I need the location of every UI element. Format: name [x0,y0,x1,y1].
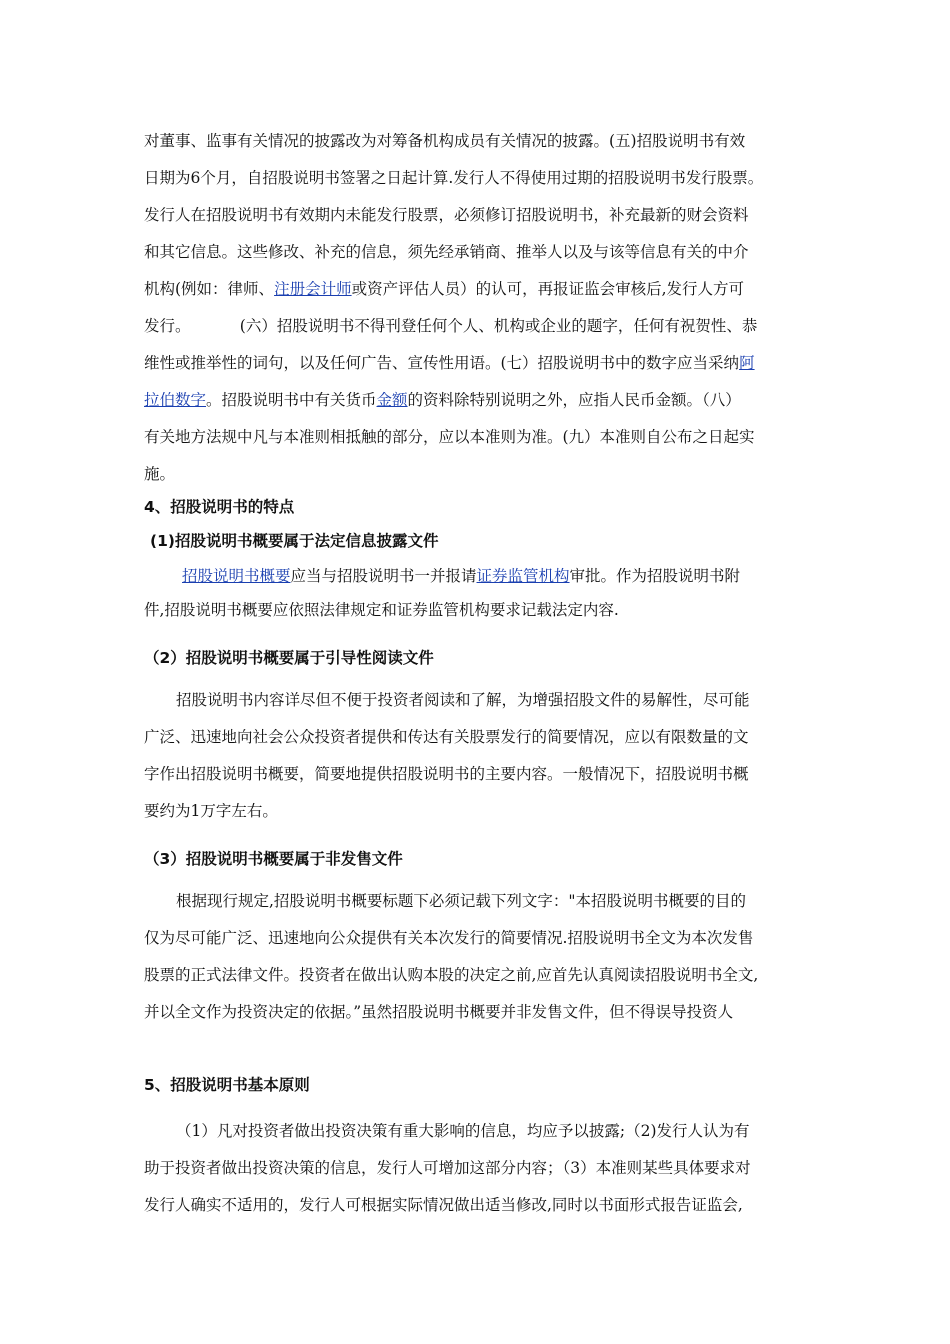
text-line: 和其它信息。这些修改、补充的信息，须先经承销商、推举人以及与该等信息有关的中介 [144,243,749,261]
link-cpa[interactable]: 注册会计师 [274,280,352,298]
text-line: 根据现行规定,招股说明书概要标题下必须记载下列文字："本招股说明书概要的目的 [176,892,747,910]
text-run: 机构(例如：律师、 [144,280,275,298]
text-run: 应当与招股说明书一并报请 [290,567,477,585]
link-arabic-numerals-part2[interactable]: 拉伯数字 [144,391,207,409]
text-line: 股票的正式法律文件。投资者在做出认购本股的决定之前,应首先认真阅读招股说明书全文, [144,966,759,984]
text-line: 发行。 (六）招股说明书不得刊登任何个人、机构或企业的题字，任何有祝贺性、恭 [144,317,758,335]
text-line: 对董事、监事有关情况的披露改为对筹备机构成员有关情况的披露。(五)招股说明书有效 [144,132,746,150]
text-run: 维性或推举性的词句，以及任何广告、宣传性用语。(七）招股说明书中的数字应当采纳 [144,354,740,372]
text-line: 招股说明书内容详尽但不便于投资者阅读和了解，为增强招股文件的易解性，尽可能 [176,691,750,709]
section-heading-5: 5、招股说明书基本原则 [144,1076,310,1094]
subheading-4-2: （2）招股说明书概要属于引导性阅读文件 [144,649,434,667]
text-line [144,390,741,410]
link-arabic-numerals-part1[interactable]: 阿 [739,354,755,372]
text-run: 或资产评估人员）的认可，再报证监会审核后,发行人方可 [351,280,745,298]
text-line: （1）凡对投资者做出投资决策有重大影响的信息，均应予以披露;（2)发行人认为有 [176,1122,750,1140]
text-line: 字作出招股说明书概要，简要地提供招股说明书的主要内容。一般情况下，招股说明书概 [144,765,749,783]
text-line: 有关地方法规中凡与本准则相抵触的部分，应以本准则为准。(九）本准则自公布之日起实 [144,428,755,446]
text-run: 。招股说明书中有关货币 [206,391,377,409]
link-securities-regulator[interactable]: 证券监管机构 [476,567,570,585]
text-line: 日期为6个月，自招股说明书签署之日起计算.发行人不得使用过期的招股说明书发行股票。 [144,169,764,187]
text-line: 要约为1万字左右。 [144,802,278,820]
text-line: 件,招股说明书概要应依照法律规定和证券监管机构要求记载法定内容. [144,601,619,619]
section-heading-4: 4、招股说明书的特点 [144,498,295,516]
link-amount[interactable]: 金额 [376,391,408,409]
subheading-4-1: (1)招股说明书概要属于法定信息披露文件 [150,532,439,550]
text-line [144,279,744,299]
link-prospectus-summary[interactable]: 招股说明书概要 [182,567,291,585]
subheading-4-3: （3）招股说明书概要属于非发售文件 [144,850,403,868]
text-line: 发行人在招股说明书有效期内未能发行股票，必须修订招股说明书，补充最新的财会资料 [144,206,749,224]
text-line [182,566,740,586]
text-run: 的资料除特别说明之外，应指人民币金额。（八） [407,391,741,409]
text-line [144,353,755,373]
text-line: 施。 [144,465,176,483]
text-run: 审批。作为招股说明书附 [569,567,741,585]
text-line: 助于投资者做出投资决策的信息，发行人可增加这部分内容；（3）本准则某些具体要求对 [144,1159,751,1177]
text-line: 并以全文作为投资决定的依据。”虽然招股说明书概要并非发售文件，但不得误导投资人 [144,1003,734,1021]
text-line: 仅为尽可能广泛、迅速地向公众提供有关本次发行的简要情况.招股说明书全文为本次发售 [144,929,754,947]
text-line: 发行人确实不适用的，发行人可根据实际情况做出适当修改,同时以书面形式报告证监会, [144,1196,743,1214]
text-line: 广泛、迅速地向社会公众投资者提供和传达有关股票发行的简要情况，应以有限数量的文 [144,728,749,746]
